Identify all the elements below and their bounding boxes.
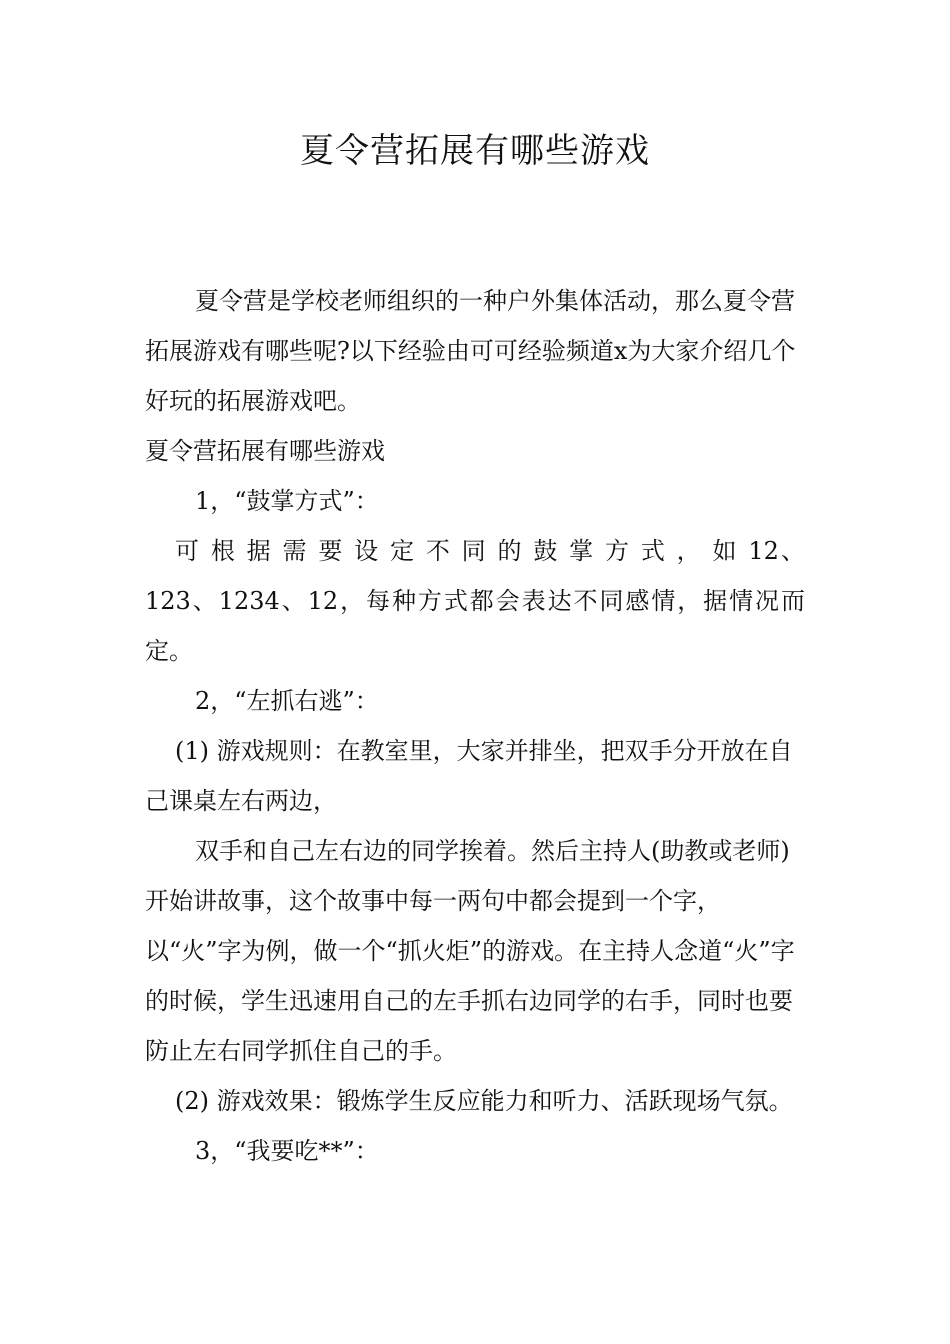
document-title: 夏令营拓展有哪些游戏 [300,131,650,171]
game-3-heading: 3，“我要吃**”： [195,1137,379,1165]
game-2-rules: (1) 游戏规则：在教室里，大家并排坐，把双手分开放在自己课桌左右两边， [145,737,793,815]
section-heading: 夏令营拓展有哪些游戏 [145,437,385,465]
game-1-heading: 1，“鼓掌方式”： [195,487,379,515]
game-2-effect: (2) 游戏效果：锻炼学生反应能力和听力、活跃现场气氛。 [175,1087,793,1115]
game-2-rules-continued: 双手和自己左右边的同学挨着。然后主持人(助教或老师)开始讲故事，这个故事中每一两句中都会提到一个字，以“火”字为例，做一个“抓火炬”的游戏。在主持人念道“火”字的时候，学生迅速用自己的左手抓右边同学的右手，同时也要防止左右同学抓住自己的手。 [145,837,795,1065]
intro-paragraph: 夏令营是学校老师组织的一种户外集体活动，那么夏令营拓展游戏有哪些呢?以下经验由可可经验频道x为大家介绍几个好玩的拓展游戏吧。 [145,287,796,415]
document-body [145,276,805,1176]
game-1-description: 可 根 据 需 要 设 定 不 同 的 鼓 掌 方 式 ， 如 12、123、1234、12，每种方式都会表达不同感情，据情况而定。 [145,537,805,665]
game-2-heading: 2，“左抓右逃”： [195,687,379,715]
